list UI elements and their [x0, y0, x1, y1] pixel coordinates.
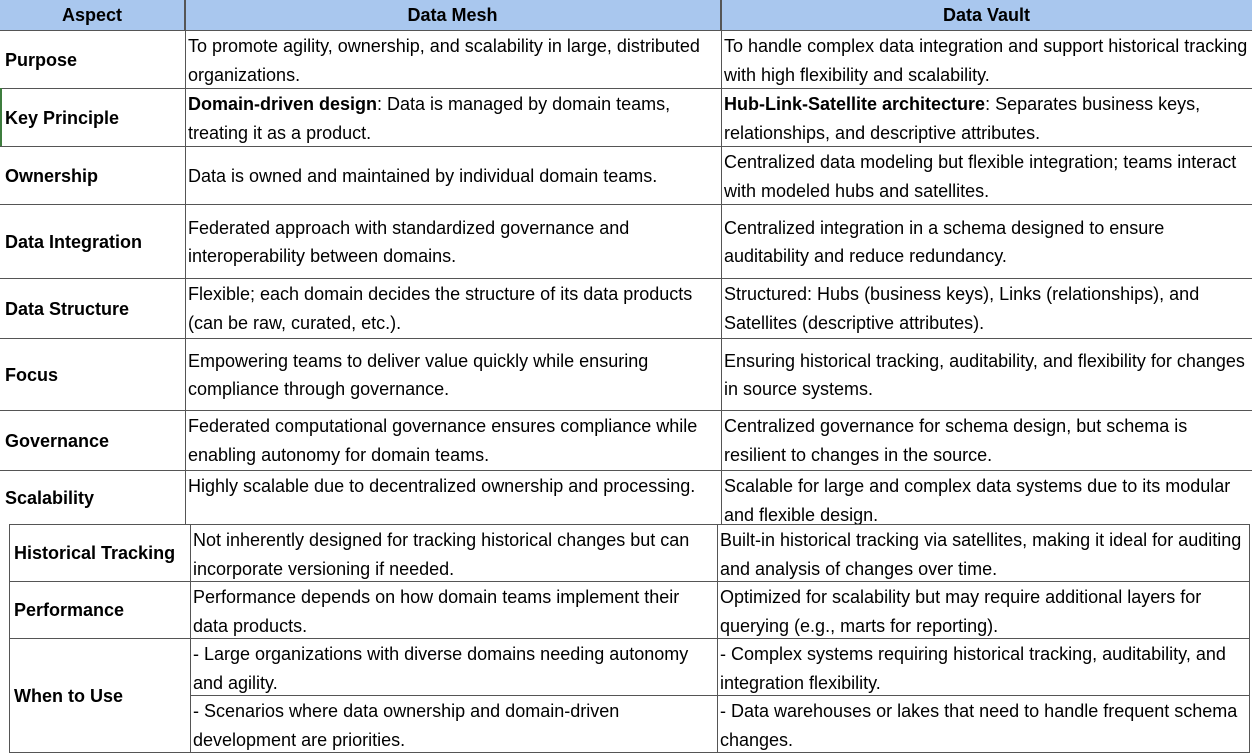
mesh-cell: Not inherently designed for tracking historical changes but can incorporate versioning if needed.	[193, 530, 690, 579]
aspect-cell: Historical Tracking	[14, 543, 176, 564]
grid-line	[9, 752, 1249, 753]
vault-cell: Centralized data modeling but flexible integration; teams interact with modeled hubs and satellites.	[724, 152, 1237, 201]
vault-cell: To handle complex data integration and support historical tracking with high flexibility and scalability.	[724, 36, 1248, 85]
mesh-cell: To promote agility, ownership, and scalability in large, distributed organizations.	[188, 36, 700, 85]
vault-cell: Optimized for scalability but may require additional layers for querying (e.g., marts for reporting).	[720, 587, 1202, 636]
grid-line	[0, 278, 1252, 279]
aspect-cell: Data Structure	[5, 298, 130, 319]
grid-line	[9, 524, 10, 753]
header-data-vault: Data Vault	[721, 0, 1252, 30]
mesh-text: : Data is managed by domain teams, treating it as a product.	[188, 94, 671, 143]
mesh-cell: Data is owned and maintained by individual domain teams.	[188, 165, 658, 186]
aspect-cell: Governance	[5, 430, 110, 451]
vault-cell: Built-in historical tracking via satellites, making it ideal for auditing and analysis of changes over time.	[720, 530, 1242, 579]
vault-cell: Structured: Hubs (business keys), Links (relationships), and Satellites (descriptive attributes).	[724, 284, 1200, 333]
grid-line	[185, 0, 186, 524]
vault-cell: - Complex systems requiring historical tracking, auditability, and integration flexibility.	[720, 644, 1226, 693]
mesh-cell: Federated approach with standardized governance and interoperability between domains.	[188, 217, 630, 266]
aspect-cell: Data Integration	[5, 231, 143, 252]
grid-line	[9, 524, 1249, 525]
grid-line	[0, 410, 1252, 411]
grid-line	[721, 0, 722, 524]
selection-edge	[0, 88, 2, 146]
aspect-cell: Scalability	[5, 487, 95, 508]
vault-cell: Centralized integration in a schema designed to ensure auditability and reduce redundancy.	[724, 217, 1165, 266]
grid-line	[0, 88, 1252, 89]
grid-line	[0, 204, 1252, 205]
aspect-cell: Purpose	[5, 49, 78, 70]
aspect-cell: When to Use	[14, 685, 124, 706]
grid-line	[717, 524, 718, 753]
vault-cell: Ensuring historical tracking, auditability, and flexibility for changes in source systems.	[724, 350, 1245, 399]
grid-line	[0, 338, 1252, 339]
grid-line	[190, 524, 191, 753]
vault-cell: Scalable for large and complex data systems due to its modular and flexible design.	[724, 476, 1231, 524]
header-data-mesh: Data Mesh	[185, 0, 721, 30]
vault-cell: Centralized governance for schema design, but schema is resilient to changes in the source.	[724, 416, 1188, 465]
vault-cell	[721, 89, 1252, 146]
grid-line	[9, 581, 1249, 582]
header-aspect: Aspect	[0, 0, 185, 30]
mesh-cell: Highly scalable due to decentralized ownership and processing.	[188, 476, 696, 496]
grid-line	[0, 470, 1252, 471]
mesh-cell: Performance depends on how domain teams implement their data products.	[193, 587, 680, 636]
vault-text: : Separates business keys, relationships, and descriptive attributes.	[724, 94, 1201, 143]
grid-line	[9, 638, 1249, 639]
vault-cell: - Data warehouses or lakes that need to handle frequent schema changes.	[720, 701, 1238, 750]
grid-line	[1249, 524, 1250, 753]
mesh-cell: - Large organizations with diverse domains needing autonomy and agility.	[193, 644, 689, 693]
grid-line	[190, 695, 1249, 696]
vault-bold-term: Hub-Link-Satellite architecture	[724, 94, 986, 114]
grid-line	[0, 30, 1252, 31]
aspect-cell: Ownership	[5, 165, 99, 186]
mesh-bold-term: Domain-driven design	[188, 94, 378, 114]
aspect-cell: Key Principle	[5, 107, 120, 128]
mesh-cell: - Scenarios where data ownership and domain-driven development are priorities.	[193, 701, 620, 750]
mesh-cell: Flexible; each domain decides the structure of its data products (can be raw, curated, etc.).	[188, 284, 693, 333]
aspect-cell: Performance	[14, 600, 125, 621]
mesh-cell: Federated computational governance ensures compliance while enabling autonomy for domain teams.	[188, 416, 698, 465]
aspect-cell: Focus	[5, 364, 59, 385]
mesh-cell: Empowering teams to deliver value quickly while ensuring compliance through governance.	[188, 350, 649, 399]
grid-line	[0, 146, 1252, 147]
mesh-cell	[185, 89, 721, 146]
